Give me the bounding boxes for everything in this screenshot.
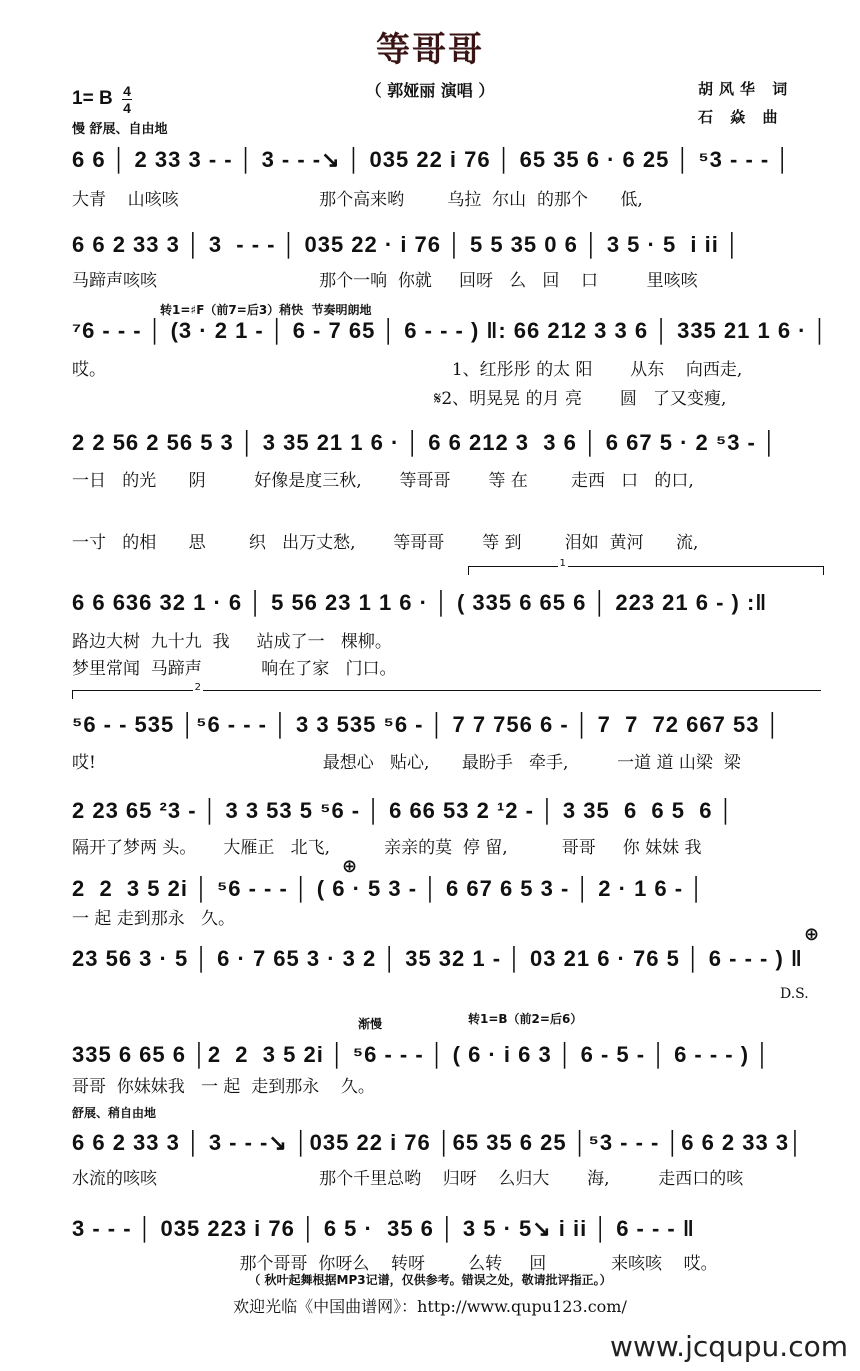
- lyric-line: 隔开了梦两 头。 大雁正 北飞, 亲亲的莫 停 留, 哥哥 你 妹妹 我: [72, 838, 702, 858]
- lyric-line: 一 起 走到那永 久。: [72, 909, 236, 929]
- coda-icon: ⊕: [804, 924, 820, 945]
- notation-line: 2 2 3 5 2i │ ⁵6 - - - │ ( 6 · 5 3 - │ 6 67 6 5 3 - │ 2 · 1 6 - │: [72, 876, 705, 901]
- lyric-line: 马蹄声咳咳 那个一响 你就 回呀 么 回 口 里咳咳: [72, 271, 698, 291]
- notation-line: 6 6 │ 2 33 3 - - │ 3 - - -↘ │ 035 22 i 76 │ 65 35 6 · 6 25 │ ⁵3 - - - │: [72, 147, 792, 172]
- composer-credit: 石 焱 曲: [698, 108, 784, 126]
- time-sig-top: 4: [123, 83, 131, 99]
- dal-segno-marker: D.S.: [780, 986, 809, 1002]
- watermark: www.jcqupu.com: [610, 1330, 848, 1363]
- singer: （ 郭娅丽 演唱 ）: [365, 81, 495, 100]
- notation-line: ⁷6 - - - │ (3 · 2 1 - │ 6 - 7 65 │ 6 - - - ) ‖: 66 212 3 3 6 │ 335 21 1 6 · │: [72, 318, 829, 343]
- lyric-line: 路边大树 九十九 我 站成了一 棵柳。: [72, 632, 392, 652]
- lyric-line: 哎。 1、红彤彤 的太 阳 从东 向西走,: [72, 360, 743, 380]
- notation-line: 2 23 65 ²3 - │ 3 3 53 5 ⁵6 - │ 6 66 53 2 ¹2 - │ 3 35 6 6 5 6 │: [72, 798, 735, 823]
- lyric-line: 一日 的光 阴 好像是度三秋, 等哥哥 等 在 走西 口 的口,: [72, 471, 694, 491]
- coda-icon: ⊕: [342, 856, 358, 877]
- performance-annotation: 转1=♯F（前7=后3）稍快 节奏明朗地: [160, 303, 372, 317]
- time-signature: [122, 84, 132, 115]
- volta-number: 1: [559, 558, 566, 569]
- title: 等哥哥: [376, 30, 484, 70]
- notation-line: 2 2 56 2 56 5 3 │ 3 35 21 1 6 · │ 6 6 212 3 3 6 │ 6 67 5 · 2 ⁵3 - │: [72, 430, 778, 455]
- volta-number: 2: [194, 682, 202, 693]
- lyric-line: 一寸 的相 思 织 出万丈愁, 等哥哥 等 到 泪如 黄河 流,: [72, 533, 699, 553]
- notation-line: 6 6 2 33 3 │ 3 - - - │ 035 22 · i 76 │ 5 5 35 0 6 │ 3 5 · 5 i ii │: [72, 232, 741, 257]
- lyric-line: 那个哥哥 你呀么 转呀 么转 回 来咳咳 哎。: [72, 1254, 718, 1274]
- lyric-line: 大青 山咳咳 那个高来哟 乌拉 尔山 的那个 低,: [72, 190, 643, 210]
- lyric-line: 𝄋2、明晃晃 的月 亮 圆 了又变瘦,: [72, 389, 727, 409]
- key-signature: 1= B: [72, 88, 113, 109]
- lyricist-credit: 胡风华 词: [698, 80, 794, 98]
- notation-line: 23 56 3 · 5 │ 6 · 7 65 3 · 3 2 │ 35 32 1 - │ 03 21 6 · 76 5 │ 6 - - - ) ‖: [72, 946, 803, 971]
- lyric-line: 哥哥 你妹妹我 一 起 走到那永 久。: [72, 1077, 375, 1097]
- lyric-line: 水流的咳咳 那个千里总哟 归呀 么归大 海, 走西口的咳: [72, 1169, 744, 1189]
- notation-line: ⁵6 - - 535 │⁵6 - - - │ 3 3 535 ⁵6 - │ 7 7 756 6 - │ 7 7 72 667 53 │: [72, 712, 782, 737]
- performance-annotation: 渐慢: [358, 1017, 383, 1031]
- site-link[interactable]: 欢迎光临《中国曲谱网》：http://www.qupu123.com/: [233, 1297, 627, 1316]
- notation-line: 6 6 2 33 3 │ 3 - - -↘ │035 22 i 76 │65 35 6 25 │⁵3 - - - │6 6 2 33 3│: [72, 1130, 804, 1155]
- notation-line: 6 6 636 32 1 · 6 │ 5 56 23 1 1 6 · │ ( 335 6 65 6 │ 223 21 6 - ) :‖: [72, 590, 768, 615]
- volta-bracket: [72, 682, 821, 699]
- lyric-line: 梦里常闻 马蹄声 响在了家 门口。: [72, 659, 397, 679]
- notation-line: 3 - - - │ 035 223 i 76 │ 6 5 · 35 6 │ 3 5 · 5↘ i ii │ 6 - - - ‖: [72, 1216, 695, 1241]
- tempo-marking: 慢 舒展、自由地: [72, 122, 168, 137]
- footnote: （ 秋叶起舞根据MP3记谱，仅供参考。错误之处，敬请批评指正。）: [248, 1273, 612, 1287]
- notation-line: 335 6 65 6 │2 2 3 5 2i │ ⁵6 - - - │ ( 6 · i 6 3 │ 6 - 5 - │ 6 - - - ) │: [72, 1042, 771, 1067]
- time-sig-bottom: 4: [123, 100, 131, 116]
- lyric-line: 哎! 最想心 贴心, 最盼手 牵手, 一道 道 山梁 梁: [72, 753, 741, 773]
- performance-annotation: 舒展、稍自由地: [72, 1106, 157, 1120]
- performance-annotation: 转1=B（前2=后6）: [468, 1012, 583, 1026]
- volta-bracket: [468, 558, 824, 575]
